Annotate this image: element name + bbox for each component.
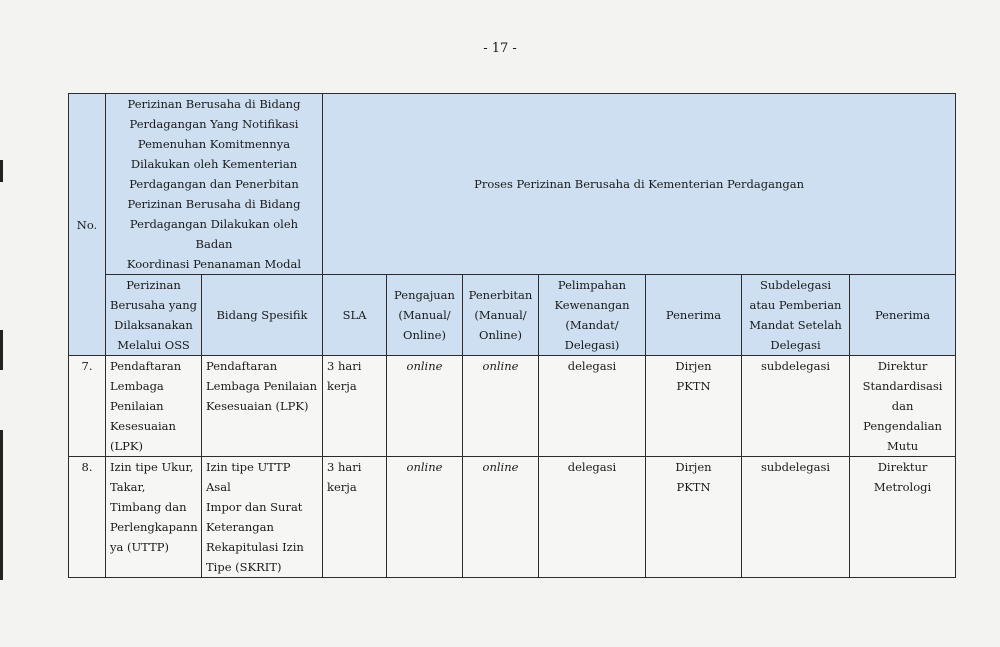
header-col-subdelegasi: Subdelegasi atau Pemberian Mandat Setelah Delegasi xyxy=(742,275,850,356)
cell-bidang: Pendaftaran Lembaga Penilaian Kesesuaian (LPK) xyxy=(202,356,323,457)
cell-sla: 3 hari kerja xyxy=(323,356,387,457)
cell-subdelegasi: subdelegasi xyxy=(742,457,850,578)
scan-edge-mark xyxy=(0,160,3,182)
cell-subdelegasi: subdelegasi xyxy=(742,356,850,457)
cell-penerima: Dirjen PKTN xyxy=(646,356,742,457)
scan-edge-mark xyxy=(0,330,3,370)
table-row xyxy=(69,356,956,457)
scan-edge-mark xyxy=(0,430,3,580)
license-process-table xyxy=(68,93,956,578)
row-no: 7. xyxy=(69,356,106,457)
cell-pengajuan: online xyxy=(387,457,463,578)
header-no: No. xyxy=(69,94,106,356)
cell-pengajuan: online xyxy=(387,356,463,457)
row-no: 8. xyxy=(69,457,106,578)
header-col-pelimpahan: Pelimpahan Kewenangan (Mandat/ Delegasi) xyxy=(539,275,646,356)
header-process-group: Proses Perizinan Berusaha di Kementerian Perdagangan xyxy=(323,94,956,275)
page-number: - 17 - xyxy=(483,41,517,56)
cell-penerima-2: Direktur Standardisasi dan Pengendalian Mutu xyxy=(850,356,956,457)
header-col-penerbitan: Penerbitan (Manual/ Online) xyxy=(463,275,539,356)
header-col-bidang-spesifik: Bidang Spesifik xyxy=(202,275,323,356)
cell-pelimpahan: delegasi xyxy=(539,457,646,578)
cell-sla: 3 hari kerja xyxy=(323,457,387,578)
cell-penerima-2: Direktur Metrologi xyxy=(850,457,956,578)
cell-penerima: Dirjen PKTN xyxy=(646,457,742,578)
header-col-penerima-2: Penerima xyxy=(850,275,956,356)
cell-bidang: Izin tipe UTTP Asal Impor dan Surat Keterangan Rekapitulasi Izin Tipe (SKRIT) xyxy=(202,457,323,578)
cell-penerbitan: online xyxy=(463,356,539,457)
cell-penerbitan: online xyxy=(463,457,539,578)
cell-perizinan: Izin tipe Ukur, Takar, Timbang dan Perlengkapann ya (UTTP) xyxy=(106,457,202,578)
header-col-penerima: Penerima xyxy=(646,275,742,356)
cell-perizinan: Pendaftaran Lembaga Penilaian Kesesuaian (LPK) xyxy=(106,356,202,457)
header-col-sla: SLA xyxy=(323,275,387,356)
cell-pelimpahan: delegasi xyxy=(539,356,646,457)
table-row xyxy=(69,457,956,578)
header-col-pengajuan: Pengajuan (Manual/ Online) xyxy=(387,275,463,356)
header-notification-group: Perizinan Berusaha di Bidang Perdagangan Yang Notifikasi Pemenuhan Komitmennya Dilakukan oleh Kementerian Perdagangan dan Penerbitan Perizinan Berusaha di Bidang Perdagangan Dilakukan oleh Badan Koordinasi Penanaman Modal xyxy=(106,94,323,275)
header-col-perizinan-oss: Perizinan Berusaha yang Dilaksanakan Melalui OSS xyxy=(106,275,202,356)
